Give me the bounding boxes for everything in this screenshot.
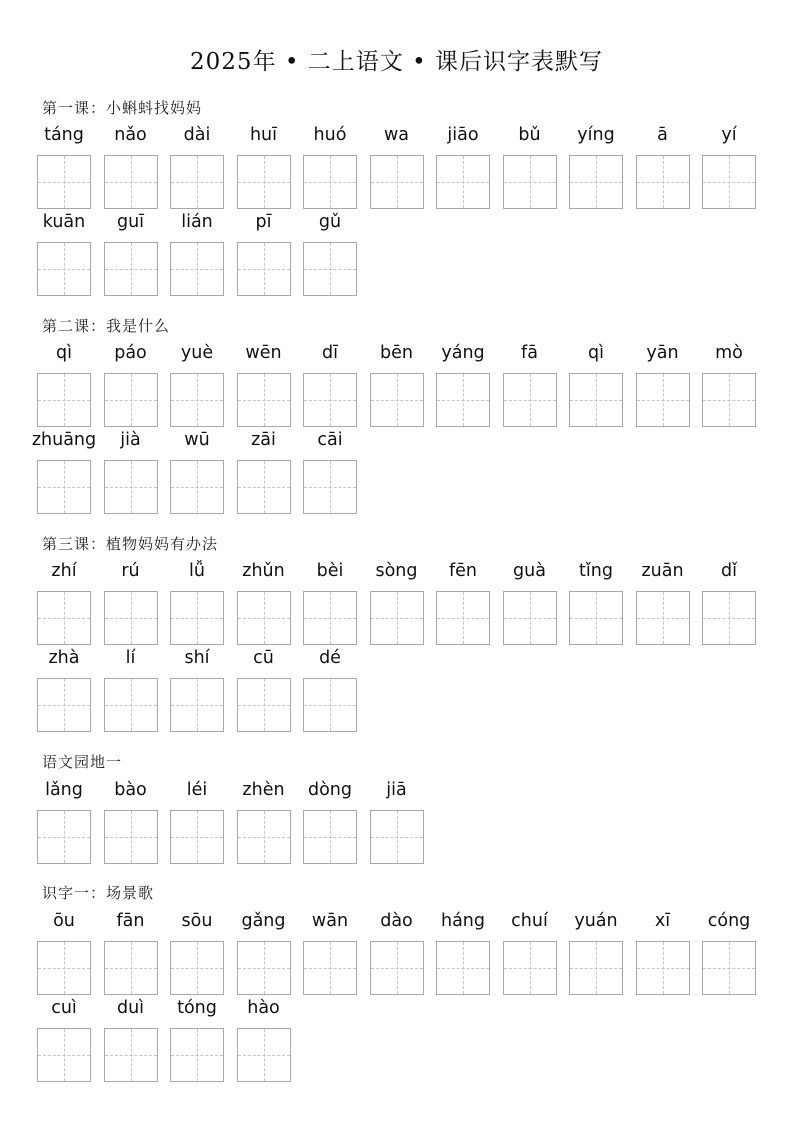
tianzige-writing-box[interactable] (104, 242, 158, 296)
guide-line-horizontal (38, 400, 90, 401)
guide-line-horizontal (105, 837, 157, 838)
tianzige-writing-box[interactable] (104, 678, 158, 732)
guide-line-horizontal (371, 400, 423, 401)
guide-line-horizontal (38, 837, 90, 838)
pinyin-label: ōu (53, 911, 75, 931)
guide-line-horizontal (570, 182, 622, 183)
pinyin-label: guī (116, 212, 145, 232)
pinyin-label: ā (657, 125, 668, 145)
pinyin-label: lí (125, 648, 136, 668)
pinyin-label: zhí (51, 561, 77, 581)
pinyin-label: dǐ (721, 561, 737, 581)
pinyin-label: shí (184, 648, 210, 668)
pinyin-label: lián (181, 212, 213, 232)
pinyin-label: xī (654, 911, 671, 931)
guide-line-horizontal (304, 400, 356, 401)
pinyin-label: zhuāng (31, 430, 97, 450)
tianzige-writing-box[interactable] (303, 155, 357, 209)
tianzige-writing-box[interactable] (303, 810, 357, 864)
tianzige-writing-box[interactable] (37, 460, 91, 514)
guide-line-horizontal (304, 837, 356, 838)
guide-line-horizontal (238, 269, 290, 270)
pinyin-label: zhǔn (242, 561, 285, 581)
pinyin-label: fān (116, 911, 145, 931)
pinyin-label: yáng (441, 343, 485, 363)
pinyin-label: bèi (316, 561, 344, 581)
tianzige-writing-box[interactable] (702, 155, 756, 209)
tianzige-writing-box[interactable] (237, 810, 291, 864)
tianzige-writing-box[interactable] (370, 373, 424, 427)
pinyin-label: dī (322, 343, 338, 363)
pinyin-label: rú (121, 561, 140, 581)
tianzige-writing-box[interactable] (37, 373, 91, 427)
guide-line-horizontal (637, 400, 689, 401)
guide-line-horizontal (105, 400, 157, 401)
tianzige-writing-box[interactable] (436, 155, 490, 209)
guide-line-horizontal (171, 269, 223, 270)
pinyin-label: táng (44, 125, 84, 145)
guide-line-horizontal (504, 968, 556, 969)
guide-line-horizontal (105, 269, 157, 270)
tianzige-writing-box[interactable] (104, 941, 158, 995)
tianzige-writing-box[interactable] (37, 810, 91, 864)
guide-line-horizontal (105, 618, 157, 619)
tianzige-writing-box[interactable] (237, 242, 291, 296)
tianzige-writing-box[interactable] (170, 810, 224, 864)
tianzige-writing-box[interactable] (170, 1028, 224, 1082)
pinyin-label: fēn (448, 561, 478, 581)
guide-line-horizontal (371, 182, 423, 183)
guide-line-horizontal (570, 400, 622, 401)
tianzige-writing-box[interactable] (170, 591, 224, 645)
pinyin-label: léi (186, 780, 208, 800)
pinyin-label: zuān (641, 561, 684, 581)
pinyin-label: cóng (707, 911, 751, 931)
tianzige-writing-box[interactable] (237, 591, 291, 645)
guide-line-horizontal (437, 182, 489, 183)
guide-line-horizontal (570, 618, 622, 619)
tianzige-writing-box[interactable] (636, 155, 690, 209)
tianzige-writing-box[interactable] (569, 155, 623, 209)
pinyin-label: dào (380, 911, 413, 931)
tianzige-writing-box[interactable] (702, 941, 756, 995)
guide-line-horizontal (437, 968, 489, 969)
guide-line-horizontal (171, 968, 223, 969)
tianzige-writing-box[interactable] (37, 242, 91, 296)
pinyin-label: guà (513, 561, 546, 581)
guide-line-horizontal (437, 618, 489, 619)
tianzige-writing-box[interactable] (237, 941, 291, 995)
guide-line-horizontal (105, 487, 157, 488)
guide-line-horizontal (238, 705, 290, 706)
guide-line-horizontal (371, 968, 423, 969)
tianzige-writing-box[interactable] (37, 155, 91, 209)
tianzige-writing-box[interactable] (170, 155, 224, 209)
pinyin-label: wēn (245, 343, 282, 363)
tianzige-writing-box[interactable] (37, 1028, 91, 1082)
tianzige-writing-box[interactable] (37, 678, 91, 732)
pinyin-label: qì (56, 343, 72, 363)
guide-line-horizontal (703, 968, 755, 969)
pinyin-label: zhà (48, 648, 80, 668)
guide-line-horizontal (38, 1055, 90, 1056)
pinyin-label: wa (383, 125, 410, 145)
guide-line-horizontal (238, 618, 290, 619)
pinyin-label: lǎng (45, 780, 83, 800)
guide-line-horizontal (38, 269, 90, 270)
guide-line-horizontal (504, 182, 556, 183)
tianzige-writing-box[interactable] (370, 591, 424, 645)
pinyin-label: bǔ (518, 125, 541, 145)
guide-line-horizontal (304, 618, 356, 619)
guide-line-horizontal (238, 837, 290, 838)
guide-line-horizontal (171, 618, 223, 619)
pinyin-label: chuí (511, 911, 548, 931)
tianzige-writing-box[interactable] (636, 591, 690, 645)
pinyin-label: dé (319, 648, 341, 668)
guide-line-horizontal (105, 1055, 157, 1056)
pinyin-label: jià (120, 430, 141, 450)
tianzige-writing-box[interactable] (237, 373, 291, 427)
pinyin-label: huī (249, 125, 278, 145)
tianzige-writing-box[interactable] (303, 242, 357, 296)
pinyin-label: zhèn (242, 780, 285, 800)
section-heading: 语文园地一 (42, 753, 123, 771)
guide-line-horizontal (171, 837, 223, 838)
pinyin-label: yān (646, 343, 679, 363)
tianzige-writing-box[interactable] (170, 678, 224, 732)
section-heading: 识字一：场景歌 (42, 884, 155, 902)
tianzige-writing-box[interactable] (303, 373, 357, 427)
pinyin-label: cū (253, 648, 274, 668)
pinyin-label: sōu (181, 911, 213, 931)
guide-line-horizontal (238, 400, 290, 401)
tianzige-writing-box[interactable] (702, 373, 756, 427)
pinyin-label: kuān (42, 212, 86, 232)
tianzige-writing-box[interactable] (104, 1028, 158, 1082)
guide-line-horizontal (238, 968, 290, 969)
guide-line-horizontal (38, 618, 90, 619)
guide-line-horizontal (171, 487, 223, 488)
tianzige-writing-box[interactable] (503, 941, 557, 995)
tianzige-writing-box[interactable] (170, 242, 224, 296)
pinyin-label: wū (184, 430, 210, 450)
pinyin-label: cāi (317, 430, 343, 450)
guide-line-horizontal (38, 705, 90, 706)
guide-line-horizontal (304, 487, 356, 488)
section-heading: 第三课：植物妈妈有办法 (42, 535, 219, 553)
page-title: 2025年 • 二上语文 • 课后识字表默写 (190, 49, 603, 75)
pinyin-label: huó (313, 125, 347, 145)
section-heading: 第二课：我是什么 (42, 317, 171, 335)
guide-line-horizontal (171, 182, 223, 183)
guide-line-horizontal (238, 1055, 290, 1056)
tianzige-writing-box[interactable] (636, 941, 690, 995)
guide-line-horizontal (38, 182, 90, 183)
tianzige-writing-box[interactable] (37, 591, 91, 645)
guide-line-horizontal (703, 400, 755, 401)
pinyin-label: bēn (380, 343, 413, 363)
pinyin-label: háng (440, 911, 485, 931)
guide-line-horizontal (171, 705, 223, 706)
tianzige-writing-box[interactable] (569, 941, 623, 995)
pinyin-label: bào (114, 780, 147, 800)
tianzige-writing-box[interactable] (370, 941, 424, 995)
pinyin-label: lǚ (189, 561, 205, 581)
pinyin-label: jiā (386, 780, 407, 800)
guide-line-horizontal (105, 705, 157, 706)
pinyin-label: dài (183, 125, 211, 145)
tianzige-writing-box[interactable] (303, 678, 357, 732)
tianzige-writing-box[interactable] (170, 373, 224, 427)
pinyin-label: yuán (574, 911, 618, 931)
tianzige-writing-box[interactable] (436, 591, 490, 645)
pinyin-label: cuì (51, 998, 77, 1018)
tianzige-writing-box[interactable] (436, 941, 490, 995)
tianzige-writing-box[interactable] (503, 373, 557, 427)
pinyin-label: yí (721, 125, 737, 145)
tianzige-writing-box[interactable] (104, 373, 158, 427)
pinyin-label: tǐng (579, 561, 613, 581)
pinyin-label: sòng (375, 561, 418, 581)
guide-line-horizontal (703, 182, 755, 183)
tianzige-writing-box[interactable] (702, 591, 756, 645)
pinyin-label: dòng (307, 780, 352, 800)
guide-line-horizontal (637, 968, 689, 969)
pinyin-label: zāi (251, 430, 276, 450)
tianzige-writing-box[interactable] (237, 155, 291, 209)
pinyin-label: páo (114, 343, 147, 363)
tianzige-writing-box[interactable] (569, 373, 623, 427)
tianzige-writing-box[interactable] (503, 591, 557, 645)
guide-line-horizontal (171, 1055, 223, 1056)
pinyin-label: pī (255, 212, 272, 232)
tianzige-writing-box[interactable] (569, 591, 623, 645)
tianzige-writing-box[interactable] (370, 810, 424, 864)
tianzige-writing-box[interactable] (237, 1028, 291, 1082)
pinyin-label: nǎo (114, 125, 147, 145)
tianzige-writing-box[interactable] (303, 591, 357, 645)
guide-line-horizontal (38, 487, 90, 488)
pinyin-label: fā (521, 343, 538, 363)
pinyin-label: yíng (577, 125, 615, 145)
tianzige-writing-box[interactable] (237, 460, 291, 514)
guide-line-horizontal (637, 618, 689, 619)
tianzige-writing-box[interactable] (37, 941, 91, 995)
tianzige-writing-box[interactable] (436, 373, 490, 427)
tianzige-writing-box[interactable] (237, 678, 291, 732)
guide-line-horizontal (304, 269, 356, 270)
tianzige-writing-box[interactable] (370, 155, 424, 209)
pinyin-label: tóng (177, 998, 217, 1018)
pinyin-label: gǔ (318, 212, 342, 232)
guide-line-horizontal (105, 968, 157, 969)
guide-line-horizontal (238, 182, 290, 183)
pinyin-label: yuè (180, 343, 214, 363)
tianzige-writing-box[interactable] (303, 460, 357, 514)
tianzige-writing-box[interactable] (104, 460, 158, 514)
guide-line-horizontal (504, 400, 556, 401)
guide-line-horizontal (304, 968, 356, 969)
tianzige-writing-box[interactable] (104, 155, 158, 209)
tianzige-writing-box[interactable] (104, 810, 158, 864)
guide-line-horizontal (703, 618, 755, 619)
guide-line-horizontal (371, 837, 423, 838)
guide-line-horizontal (304, 705, 356, 706)
guide-line-horizontal (437, 400, 489, 401)
guide-line-horizontal (38, 968, 90, 969)
section-heading: 第一课：小蝌蚪找妈妈 (42, 99, 203, 117)
pinyin-label: duì (116, 998, 145, 1018)
tianzige-writing-box[interactable] (303, 941, 357, 995)
guide-line-horizontal (504, 618, 556, 619)
tianzige-writing-box[interactable] (636, 373, 690, 427)
tianzige-writing-box[interactable] (503, 155, 557, 209)
tianzige-writing-box[interactable] (104, 591, 158, 645)
pinyin-label: hào (247, 998, 280, 1018)
guide-line-horizontal (304, 182, 356, 183)
pinyin-label: wān (311, 911, 349, 931)
guide-line-horizontal (238, 487, 290, 488)
guide-line-horizontal (171, 400, 223, 401)
guide-line-horizontal (105, 182, 157, 183)
tianzige-writing-box[interactable] (170, 460, 224, 514)
pinyin-label: gǎng (241, 911, 286, 931)
pinyin-label: mò (715, 343, 743, 363)
tianzige-writing-box[interactable] (170, 941, 224, 995)
guide-line-horizontal (570, 968, 622, 969)
pinyin-label: qì (588, 343, 604, 363)
pinyin-label: jiāo (447, 125, 479, 145)
guide-line-horizontal (371, 618, 423, 619)
guide-line-horizontal (637, 182, 689, 183)
